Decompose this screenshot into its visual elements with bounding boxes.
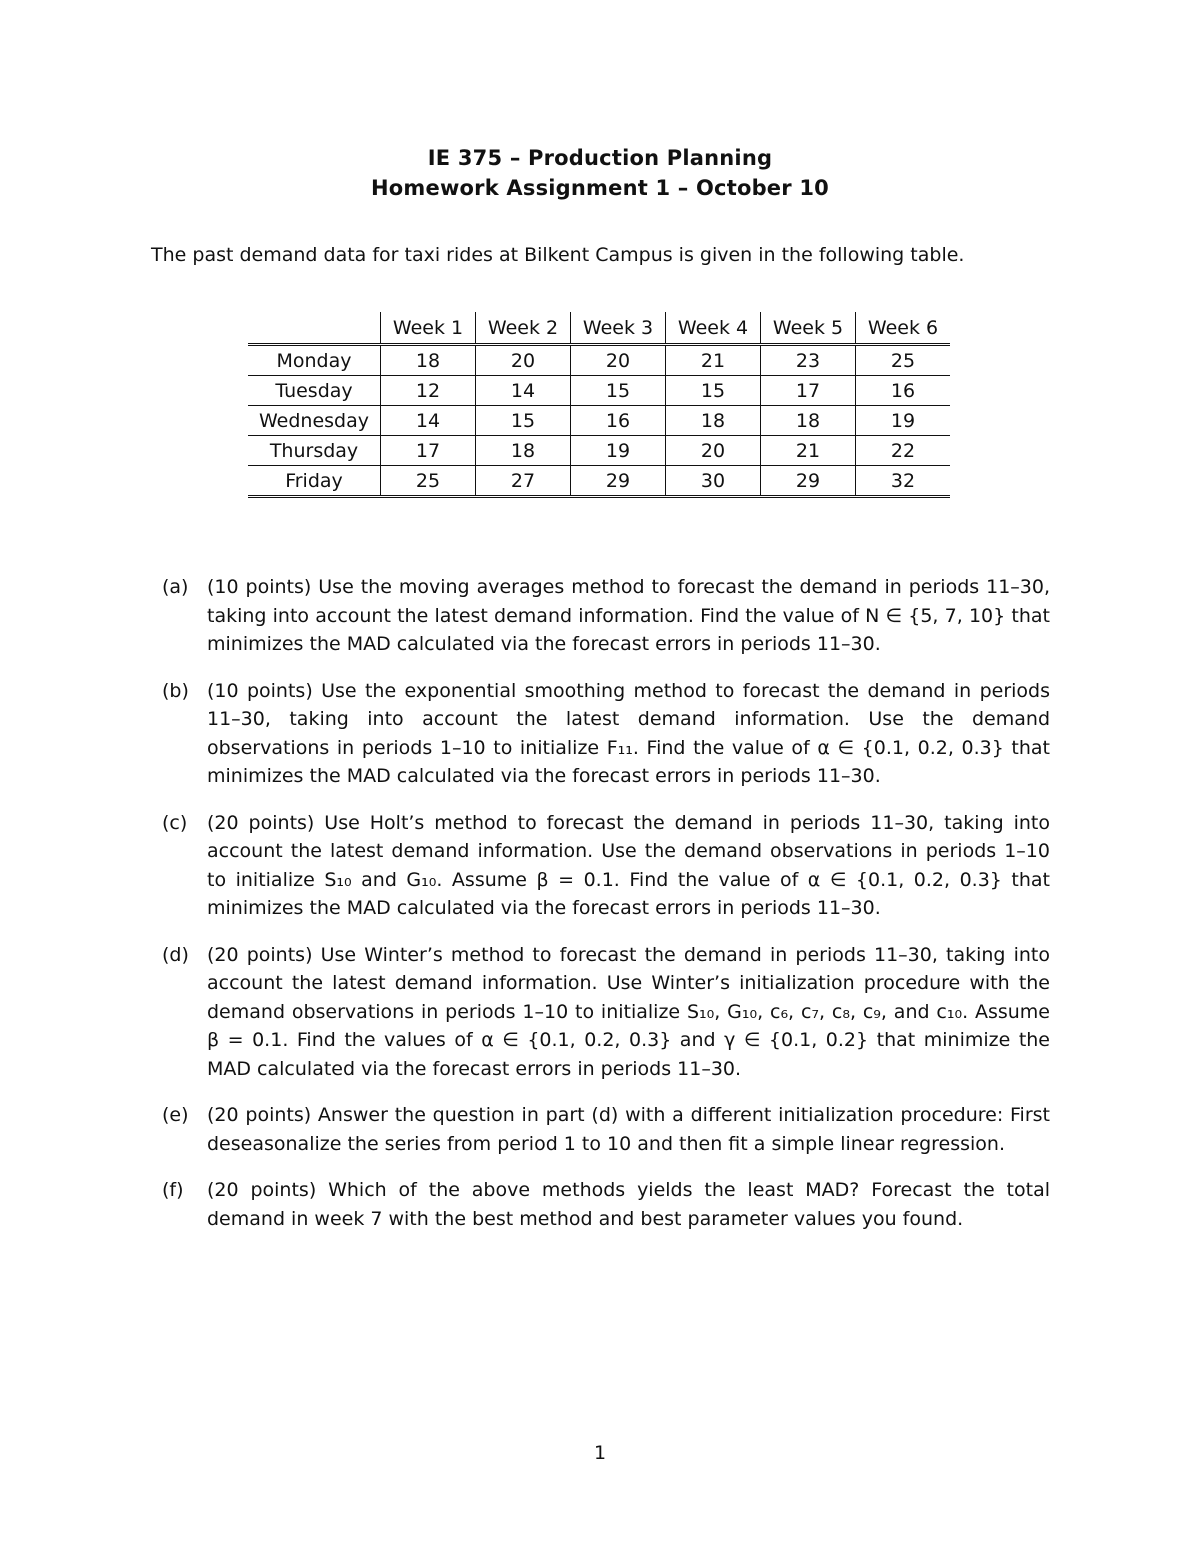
row-label-monday: Monday: [248, 345, 381, 376]
question-item-b: [162, 677, 1050, 791]
table-header-row: [248, 312, 950, 345]
table-cell: 20: [666, 436, 761, 466]
table-cell: 20: [476, 345, 571, 376]
table-cell: 25: [856, 345, 951, 376]
table-cell: 29: [571, 466, 666, 497]
question-text: (20 points) Which of the above methods yields the least MAD? Forecast the total demand in week 7 with the best method and best parameter values you found.: [207, 1179, 1050, 1230]
question-item-a: [162, 573, 1050, 659]
demand-table: [248, 312, 950, 498]
column-header-week-3: Week 3: [571, 312, 666, 345]
table-row: [248, 466, 950, 497]
table-cell: 15: [666, 376, 761, 406]
table-row: [248, 345, 950, 376]
table-cell: 18: [666, 406, 761, 436]
question-label: (d): [162, 943, 189, 966]
question-text: (20 points) Answer the question in part (d) with a different initialization procedure: First deseasonalize the series from period 1 to 10 and then fit a simple linear regression.: [207, 1104, 1050, 1155]
question-label: (a): [162, 576, 189, 598]
question-text: (20 points) Use Holt’s method to forecast the demand in periods 11–30, taking into account the latest demand information. Use the demand observations in periods 1–10 to initialize S₁₀ and G₁₀. Assume β = 0.1. Find the value of α ∈ {0.1, 0.2, 0.3} that minimizes the MAD calculated via the forecast errors in periods 11–30.: [207, 811, 1050, 919]
table-cell: 15: [476, 406, 571, 436]
column-header-week-4: Week 4: [666, 312, 761, 345]
table-cell: 19: [856, 406, 951, 436]
question-text: (20 points) Use Winter’s method to forecast the demand in periods 11–30, taking into account the latest demand information. Use Winter’s initialization procedure with the demand observations in periods 1–10 to initialize S₁₀, G₁₀, c₆, c₇, c₈, c₉, and c₁₀. Assume β = 0.1. Find the values of α ∈ {0.1, 0.2, 0.3} and γ ∈ {0.1, 0.2} that minimize the MAD calculated via the forecast errors in periods 11–30.: [207, 943, 1050, 1080]
table-cell: 32: [856, 466, 951, 497]
document-subtitle: Homework Assignment 1 – October 10: [371, 176, 829, 200]
page-number: 1: [593, 1442, 607, 1464]
question-item-e: [162, 1101, 1050, 1158]
question-list: [162, 573, 1050, 1251]
column-header-week-2: Week 2: [476, 312, 571, 345]
table-cell: 27: [476, 466, 571, 497]
table-cell: 20: [571, 345, 666, 376]
table-cell: 22: [856, 436, 951, 466]
row-label-friday: Friday: [248, 466, 381, 497]
table-cell: 17: [761, 376, 856, 406]
question-label: (e): [162, 1104, 189, 1126]
table-cell: 15: [571, 376, 666, 406]
table-cell: 16: [571, 406, 666, 436]
table-cell: 12: [381, 376, 476, 406]
question-label: (f): [162, 1179, 184, 1201]
document-title: IE 375 – Production Planning: [427, 146, 773, 170]
column-header-week-1: Week 1: [381, 312, 476, 345]
column-header-week-6: Week 6: [856, 312, 951, 345]
table-cell: 18: [381, 345, 476, 376]
table-cell: 18: [761, 406, 856, 436]
question-item-d: [162, 941, 1050, 1084]
table-cell: 14: [381, 406, 476, 436]
column-header-week-5: Week 5: [761, 312, 856, 345]
table-cell: 21: [761, 436, 856, 466]
table-cell: 29: [761, 466, 856, 497]
row-label-thursday: Thursday: [248, 436, 381, 466]
table-cell: 25: [381, 466, 476, 497]
intro-paragraph: The past demand data for taxi rides at Bilkent Campus is given in the following table.: [151, 244, 965, 266]
question-label: (b): [162, 679, 189, 702]
table-cell: 21: [666, 345, 761, 376]
table-cell: 16: [856, 376, 951, 406]
table-cell: 23: [761, 345, 856, 376]
table-corner-cell: [248, 312, 381, 345]
table-cell: 17: [381, 436, 476, 466]
table-cell: 19: [571, 436, 666, 466]
table-row: [248, 436, 950, 466]
question-text: (10 points) Use the moving averages method to forecast the demand in periods 11–30, taking into account the latest demand information. Find the value of N ∈ {5, 7, 10} that minimizes the MAD calculated via the forecast errors in periods 11–30.: [207, 576, 1050, 655]
question-text: (10 points) Use the exponential smoothing method to forecast the demand in periods 11–30, taking into account the latest demand information. Use the demand observations in periods 1–10 to initialize F₁₁. Find the value of α ∈ {0.1, 0.2, 0.3} that minimizes the MAD calculated via the forecast errors in periods 11–30.: [207, 679, 1050, 787]
table-row: [248, 406, 950, 436]
table-row: [248, 376, 950, 406]
row-label-wednesday: Wednesday: [248, 406, 381, 436]
question-item-f: [162, 1176, 1050, 1233]
table-cell: 14: [476, 376, 571, 406]
question-label: (c): [162, 811, 188, 834]
table-cell: 30: [666, 466, 761, 497]
table-cell: 18: [476, 436, 571, 466]
question-item-c: [162, 809, 1050, 923]
row-label-tuesday: Tuesday: [248, 376, 381, 406]
